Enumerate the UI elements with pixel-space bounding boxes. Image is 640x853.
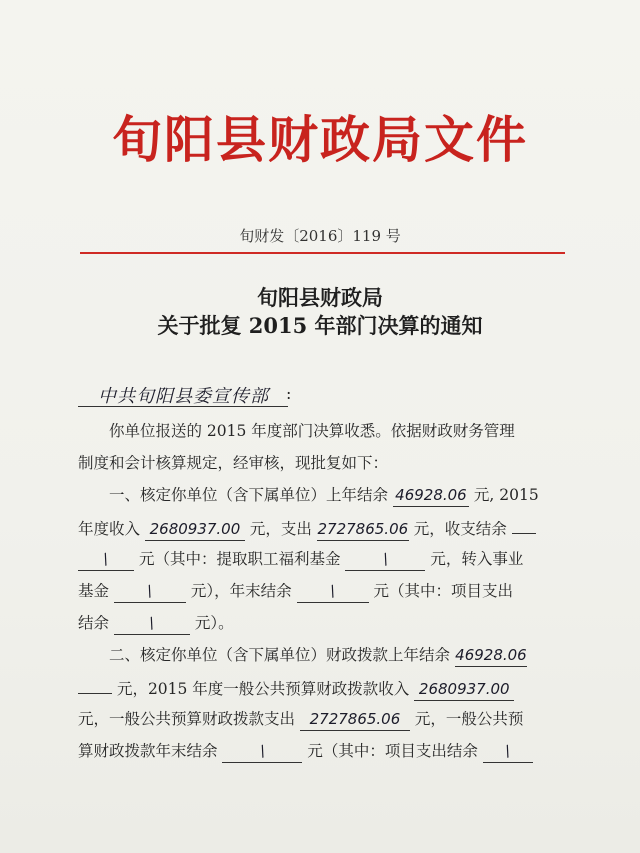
body-text: 元，支出 xyxy=(249,520,312,538)
body-text: 基金 xyxy=(78,582,110,600)
slash-mark: / xyxy=(327,581,339,601)
fill-blank xyxy=(78,548,134,571)
body-line xyxy=(78,607,578,639)
body-text: 元，2015 年度一般公共预算财政拨款收入 xyxy=(116,680,410,698)
document-number: 旬财发〔2016〕119 号 xyxy=(239,227,401,245)
addressee-handwriting: 中共旬阳县委宣传部 xyxy=(98,386,269,407)
body-text: 元，一般公共预 xyxy=(414,710,524,728)
fill-blank xyxy=(455,644,527,667)
body-line xyxy=(78,415,578,447)
fill-blank xyxy=(317,518,409,541)
body-text: 元，转入事业 xyxy=(430,550,524,568)
slash-mark: / xyxy=(144,581,156,601)
slash-mark: / xyxy=(379,549,391,569)
body-text: 元（其中：项目支出结余 xyxy=(307,742,478,760)
body-text: 结余 xyxy=(78,614,110,632)
body-text: 元，收支结余 xyxy=(413,520,507,538)
body-text: 元），年末结余 xyxy=(190,582,292,600)
fill-blank xyxy=(393,484,469,507)
body-text: 元（其中：项目支出 xyxy=(373,582,514,600)
notice-title-issuer: 旬阳县财政局 xyxy=(257,285,383,310)
fill-blank xyxy=(222,740,302,763)
fill-blank xyxy=(345,548,425,571)
body-line xyxy=(78,735,578,767)
slash-mark: / xyxy=(256,741,268,761)
body-line xyxy=(78,447,578,479)
fiscal-expenditure-value: 2727865.06 xyxy=(309,710,401,728)
body-text: 元）。 xyxy=(194,614,234,632)
body-text: 元, 2015 xyxy=(473,486,539,504)
addressee-colon: : xyxy=(286,384,292,403)
body-line xyxy=(78,543,578,575)
income-value: 2680937.00 xyxy=(149,520,241,538)
body-text: 制度和会计核算规定，经审核，现批复如下： xyxy=(78,454,389,472)
body-line xyxy=(78,575,578,607)
red-separator-rule xyxy=(80,252,565,254)
fill-blank xyxy=(145,518,245,541)
body-line xyxy=(78,703,578,735)
body-line xyxy=(78,639,578,671)
prior-year-balance-value: 46928.06 xyxy=(395,486,467,504)
expenditure-value: 2727865.06 xyxy=(317,520,409,538)
body-text: 二、核定你单位（含下属单位）财政拨款上年结余 xyxy=(109,646,451,664)
body-line xyxy=(78,479,578,511)
fill-blank xyxy=(78,671,112,694)
slash-mark: / xyxy=(146,613,158,633)
body-text: 一、核定你单位（含下属单位）上年结余 xyxy=(109,486,389,504)
body-text: 元，一般公共预算财政拨款支出 xyxy=(78,710,296,728)
body-line xyxy=(78,671,578,703)
fiscal-prior-balance-value: 46928.06 xyxy=(455,646,527,664)
fill-blank xyxy=(483,740,533,763)
slash-mark: / xyxy=(100,549,112,569)
fill-blank xyxy=(114,580,186,603)
body-text: 元（其中：提取职工福利基金 xyxy=(138,550,341,568)
addressee-blank xyxy=(78,382,288,407)
fill-blank xyxy=(297,580,369,603)
slash-mark: / xyxy=(502,741,514,761)
body-text: 年度收入 xyxy=(78,520,141,538)
body-line xyxy=(78,511,578,543)
fiscal-income-value: 2680937.00 xyxy=(418,680,510,698)
notice-title-subject: 关于批复 2015 年部门决算的通知 xyxy=(157,313,483,338)
body-text: 你单位报送的 2015 年度部门决算收悉。依据财政财务管理 xyxy=(109,422,515,440)
fill-blank xyxy=(300,708,410,731)
fill-blank xyxy=(114,612,190,635)
fill-blank xyxy=(512,511,536,534)
fill-blank xyxy=(414,678,514,701)
body-text: 算财政拨款年末结余 xyxy=(78,742,218,760)
org-header-title: 旬阳县财政局文件 xyxy=(112,110,528,169)
notice-body xyxy=(78,415,578,767)
